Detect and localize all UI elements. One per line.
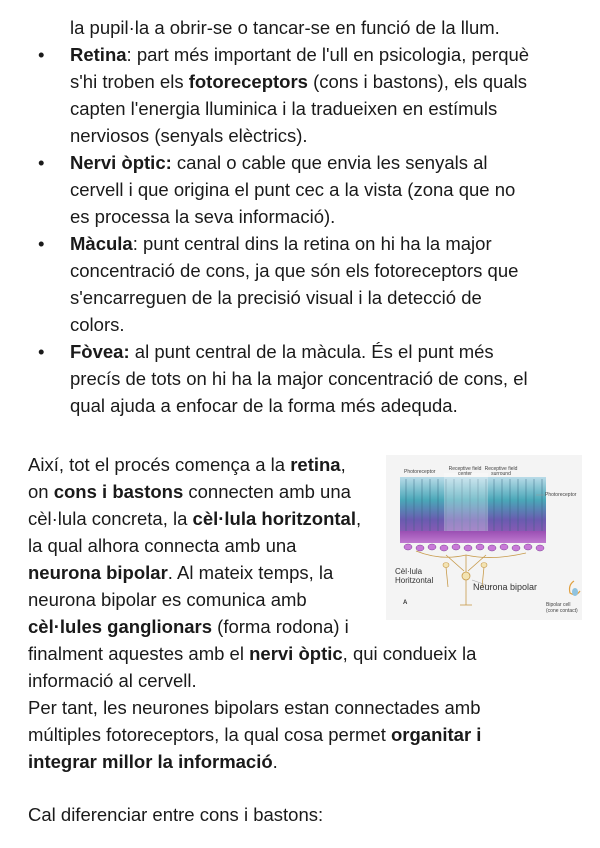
bullet-line: capten l'energia lluminica i la tradueixen en estímuls — [70, 98, 498, 119]
term-neurona-bipolar: neurona bipolar — [28, 562, 168, 583]
retina-illustration — [386, 455, 582, 620]
bullet-dot-icon: • — [38, 44, 45, 65]
bullet-item: • Màcula: punt central dins la retina on hi ha la major — [28, 230, 588, 257]
bullet-line: s'hi troben els fotoreceptors (cons i bastons), els quals — [70, 71, 527, 92]
term-organitar: organitar i — [390, 724, 482, 745]
retina-diagram: Photoreceptor Receptive field center Receptive field surround Photoreceptor Cèl·lula Horitzontal Neurona bipolar A Bipolar cell (cone contact) — [386, 455, 582, 620]
bullet-list — [28, 14, 588, 419]
bullet-item: • Fòvea: al punt central de la màcula. És el punt més — [28, 338, 588, 365]
bullet-line: precís de tots on hi ha la major concentració de cons, el — [70, 368, 528, 389]
bullet-line: qual ajuda a enfocar de la forma més adequda. — [70, 395, 458, 416]
bullet-line: concentració de cons, ja que són els fotoreceptors que — [70, 260, 519, 281]
bullet-term: Màcula — [70, 233, 133, 254]
term-integrar: integrar millor la informació — [28, 751, 273, 772]
term-cellula-horitzontal: cèl·lula horitzontal — [192, 508, 356, 529]
bullet-term: Nervi òptic: — [70, 152, 172, 173]
paragraph-process: Així, tot el procés comença a la retina, on cons i bastons connecten amb una cèl·lula concreta, la cèl·lula horitzontal, la qual alhora connecta amb una neurona bipolar. Al mateix temps, la neurona bipolar es comunica amb cèl·lules ganglionars (forma rodona) i finalment aquestes amb el nervi òptic, qui condueix la informació al cervell. — [28, 454, 477, 691]
bullet-line: s'encarreguen de la precisió visual i la detecció de — [70, 287, 482, 308]
bullet-item: • Retina: part més important de l'ull en psicologia, perquè — [28, 41, 588, 68]
term-nervi-optic: nervi òptic — [249, 643, 343, 664]
bullet-dot-icon: • — [38, 233, 45, 254]
bullet-item: • Nervi òptic: canal o cable que envia les senyals al — [28, 149, 588, 176]
paragraph-differentiate: Cal diferenciar entre cons i bastons: — [28, 804, 324, 825]
paragraph-conclusion: Per tant, les neurones bipolars estan connectades amb múltiples fotoreceptors, la qual cosa permet organitar i integrar millor la informació. — [28, 697, 482, 772]
bullet-dot-icon: • — [38, 341, 45, 362]
bullet-term: Retina — [70, 44, 127, 65]
term-retina: retina — [290, 454, 341, 475]
bullet-term: Fòvea: — [70, 341, 130, 362]
bullet-line: colors. — [70, 314, 125, 335]
bullet-dot-icon: • — [38, 152, 45, 173]
bullet-line: nerviosos (senyals elèctrics). — [70, 125, 308, 146]
continued-line: la pupil·la a obrir-se o tancar-se en funció de la llum. — [70, 17, 500, 38]
term-cellules-ganglionars: cèl·lules ganglionars — [28, 616, 213, 637]
bullet-line: cervell i que origina el punt cec a la vista (zona que no — [70, 179, 516, 200]
bullet-line: es processa la seva informació). — [70, 206, 336, 227]
term-cons-bastons: cons i bastons — [53, 481, 184, 502]
